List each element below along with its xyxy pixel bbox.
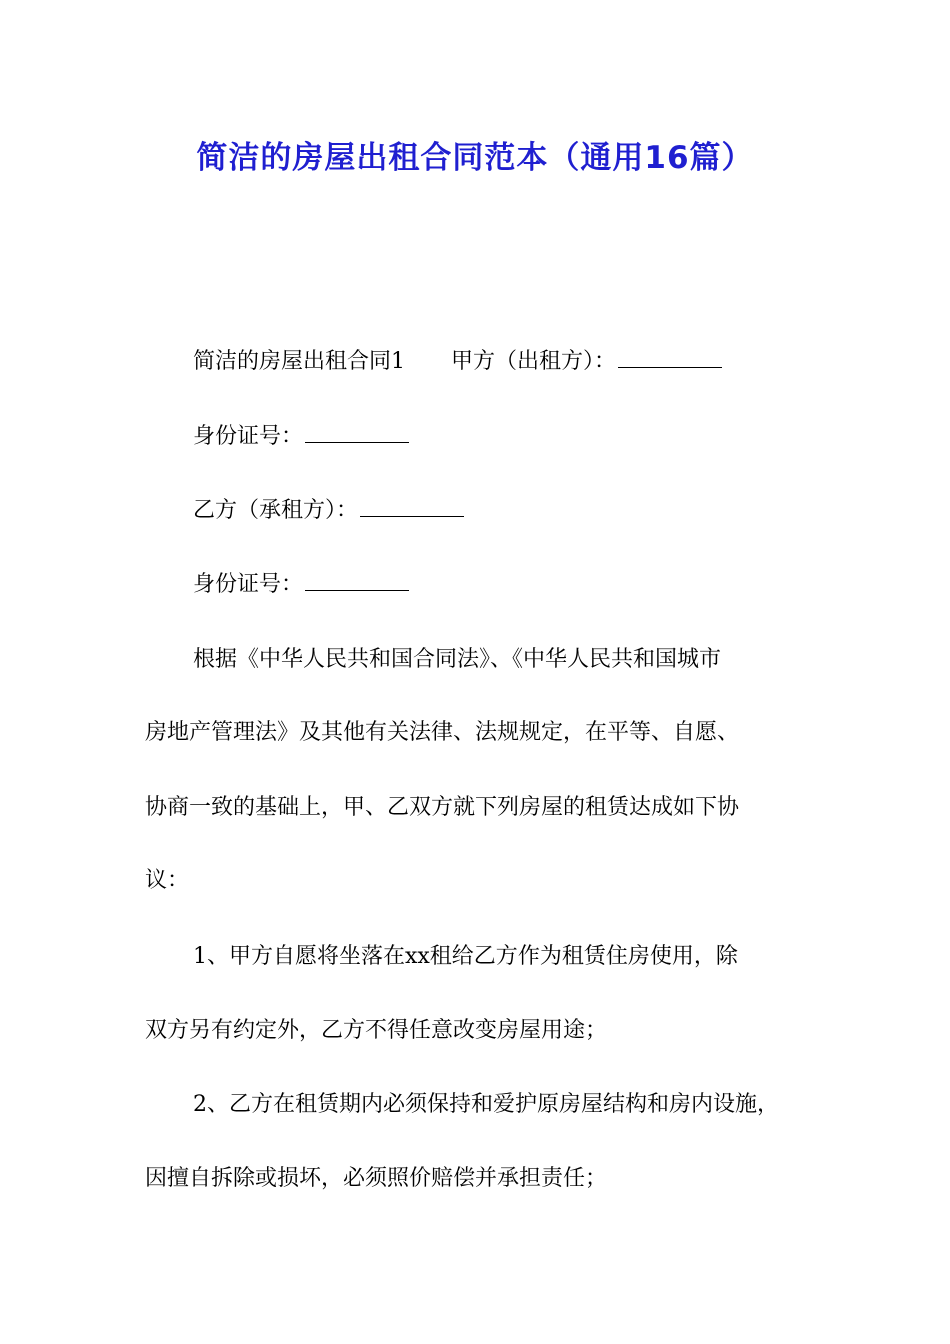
clause-1-line-2: 双方另有约定外，乙方不得任意改变房屋用途；: [145, 1018, 608, 1043]
party-b-id-line: [193, 568, 409, 600]
party-a-id-blank: [305, 420, 409, 443]
intro-line-1: 根据《中华人民共和国合同法》、《中华人民共和国城市: [193, 647, 722, 672]
party-b-id-blank: [305, 568, 409, 591]
clause-1-line-1: 1、甲方自愿将坐落在xx租给乙方作为租赁住房使用，除: [193, 944, 738, 969]
clause-2-line-1: 2、乙方在租赁期内必须保持和爱护原房屋结构和房内设施，: [193, 1092, 779, 1117]
intro-line-3: 协商一致的基础上，甲、乙双方就下列房屋的租赁达成如下协: [145, 795, 740, 820]
party-a-label: 甲方（出租方）：: [451, 349, 617, 374]
clause-2-line-2: 因擅自拆除或损坏，必须照价赔偿并承担责任；: [145, 1166, 608, 1191]
contract-name: 简洁的房屋出租合同1: [193, 349, 405, 374]
party-a-blank: [618, 345, 722, 368]
party-b-label: 乙方（承租方）：: [193, 498, 359, 523]
party-b-line: [193, 494, 464, 526]
party-a-id-label: 身份证号：: [193, 424, 304, 449]
party-b-blank: [360, 494, 464, 517]
intro-line-2: 房地产管理法》及其他有关法律、法规规定，在平等、自愿、: [145, 720, 740, 745]
party-b-id-label: 身份证号：: [193, 572, 304, 597]
intro-line-4: 议：: [145, 868, 190, 893]
contract-heading-line: [193, 345, 722, 377]
party-a-id-line: [193, 420, 409, 452]
document-title: 简洁的房屋出租合同范本（通用16篇）: [196, 140, 754, 176]
